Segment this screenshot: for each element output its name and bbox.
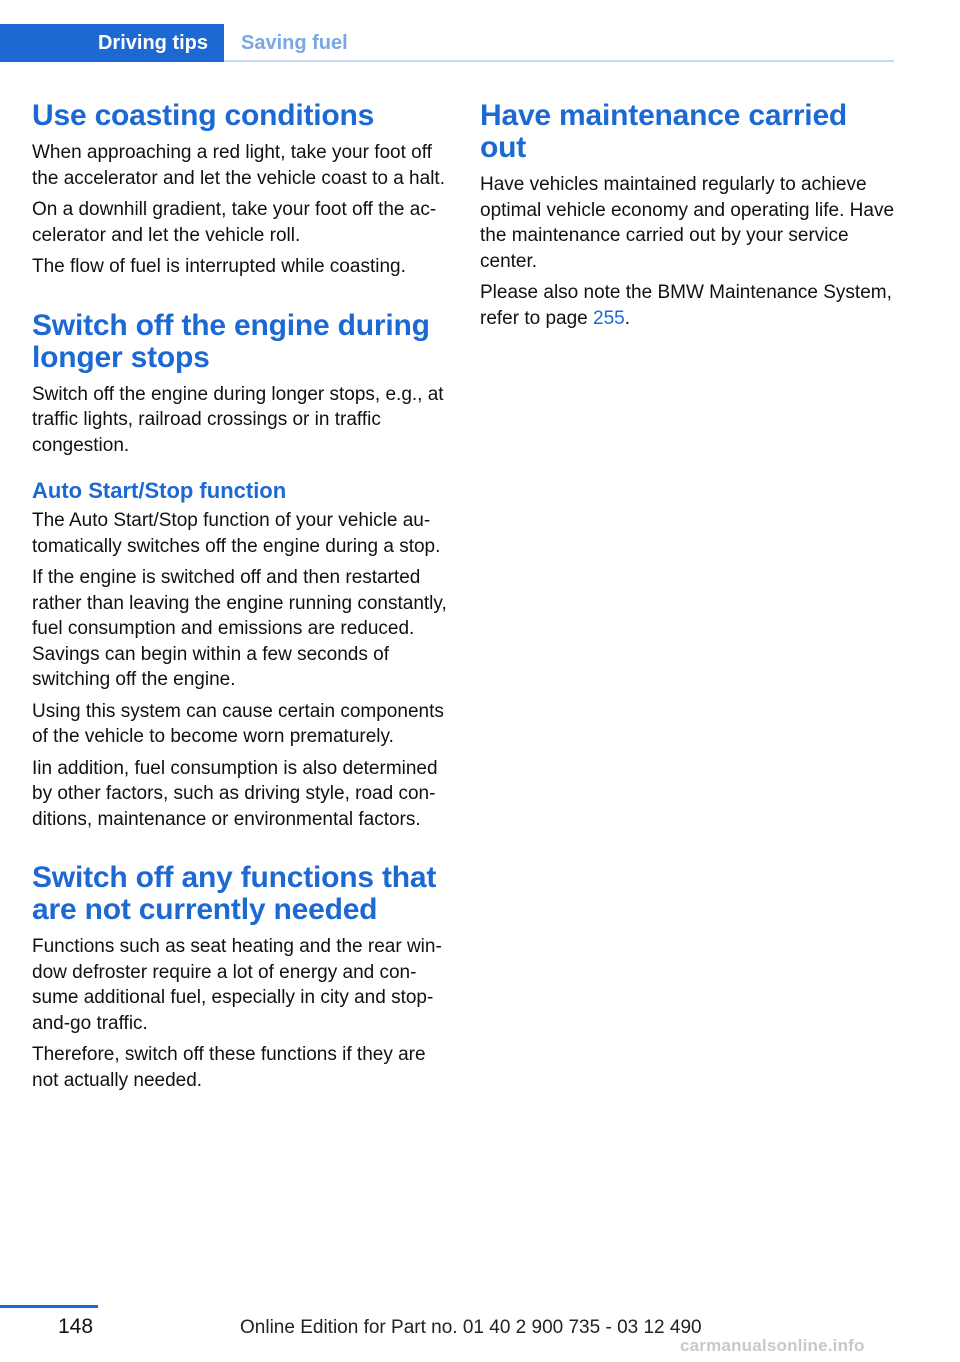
edition-text: Online Edition for Part no. 01 40 2 900 735 - 03 12 490	[240, 1317, 702, 1338]
header-divider	[224, 60, 894, 62]
left-column	[32, 100, 450, 1099]
footer-rule	[0, 1305, 98, 1308]
paragraph-text-end: .	[624, 307, 631, 329]
tab-driving-tips-label: Driving tips	[97, 31, 208, 54]
paragraph: Switch off the engine during longer stops, e.g., at traffic lights, railroad crossings or in traffic congestion.	[32, 383, 444, 456]
paragraph: Have vehicles maintained regularly to achieve optimal vehicle economy and operating life. Have the maintenance carried out by your service center.	[480, 174, 895, 272]
paragraph: Iin addition, fuel consumption is also determined by other factors, such as driving style, road conditions, maintenance or environmental factors.	[32, 757, 438, 830]
paragraph-with-link	[480, 280, 898, 331]
paragraph: The flow of fuel is interrupted while coasting.	[32, 256, 406, 277]
paragraph: When approaching a red light, take your foot off the accelerator and let the vehicle coast to a halt.	[32, 142, 445, 189]
section-title-switch-off-engine: Switch off the engine during longer stops	[32, 308, 430, 374]
tab-saving-fuel[interactable]	[241, 24, 348, 62]
section-title-maintenance: Have maintenance carried out	[480, 99, 848, 164]
section-title-switch-off-functions: Switch off any functions that are not currently needed	[32, 861, 437, 926]
paragraph-text: Please also note the BMW Maintenance System, refer to page	[480, 282, 892, 329]
paragraph: Functions such as seat heating and the rear window defroster require a lot of energy and consume additional fuel, especially in city and stop-and-go traffic.	[32, 936, 442, 1034]
page-number: 148	[58, 1315, 94, 1338]
watermark: carmanualsonline.info	[680, 1336, 865, 1355]
paragraph: Using this system can cause certain components of the vehicle to become worn prematurely.	[32, 700, 444, 747]
right-column	[480, 100, 898, 337]
tab-saving-fuel-label: Saving fuel	[241, 31, 348, 54]
subsection-title-auto-start-stop: Auto Start/Stop function	[32, 478, 287, 503]
paragraph: On a downhill gradient, take your foot off the accelerator and let the vehicle roll.	[32, 199, 437, 246]
page-reference-link[interactable]: 255	[593, 307, 625, 329]
paragraph: If the engine is switched off and then restarted rather than leaving the engine running constantly, fuel consumption and emissions are reduced. Savings can begin within a few seconds of switching off the engine.	[32, 567, 447, 690]
section-title-coasting: Use coasting conditions	[32, 99, 375, 132]
tab-driving-tips[interactable]	[0, 24, 224, 62]
paragraph: The Auto Start/Stop function of your vehicle automatically switches off the engine during a stop.	[32, 510, 441, 557]
paragraph: Therefore, switch off these functions if they are not actually needed.	[32, 1044, 426, 1091]
